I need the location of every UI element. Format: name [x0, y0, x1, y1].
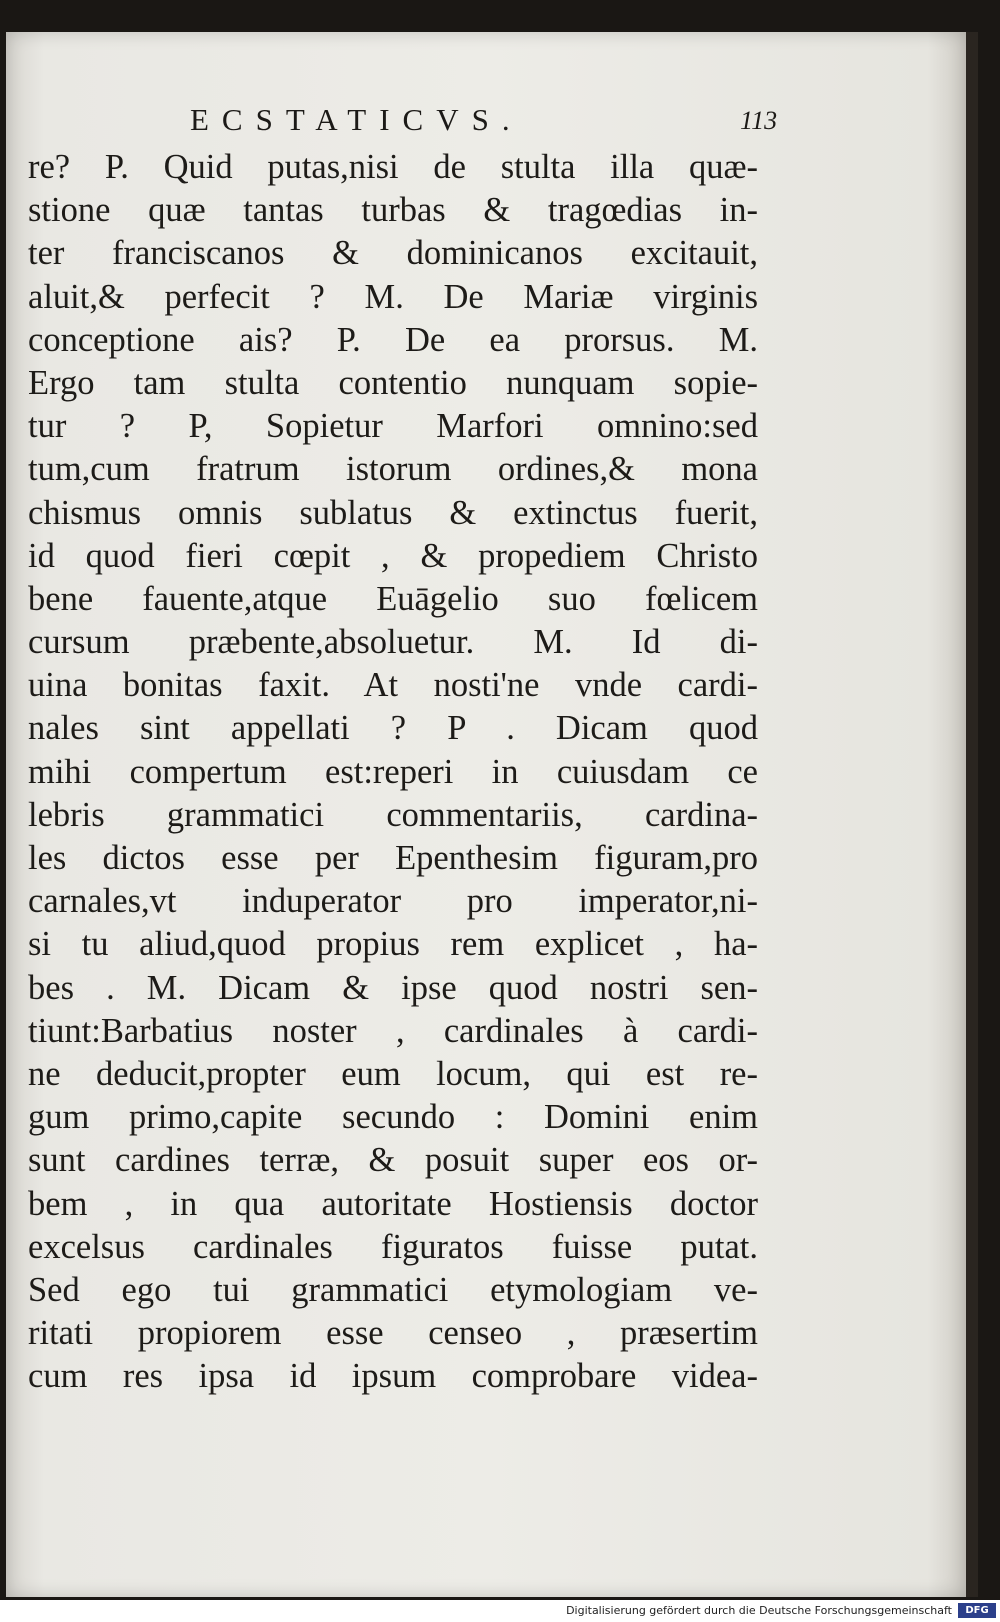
text-line: re? P. Quid putas,nisi de stulta illa quæ- [28, 148, 758, 186]
text-line: conceptione ais? P. De ea prorsus. M. [28, 320, 758, 359]
text-line: lebris grammatici commentariis, cardina- [28, 795, 758, 834]
digitization-footer [0, 1600, 1000, 1622]
text-line: ritati propiorem esse censeo , præsertim [28, 1314, 758, 1353]
page-body-text [28, 146, 758, 1398]
text-line: chismus omnis sublatus & extinctus fuerit, [28, 493, 758, 532]
text-line: sunt cardines terræ, & posuit super eos or- [28, 1141, 758, 1180]
text-line: uina bonitas faxit. At nosti'ne vnde cardi- [28, 666, 758, 705]
text-line: mihi compertum est:reperi in cuiusdam ce [28, 752, 758, 791]
text-line: cum res ipsa id ipsum comprobare videa- [28, 1357, 758, 1396]
text-line: cursum præbente,absoluetur. M. Id di- [28, 623, 758, 662]
text-line: tiunt:Barbatius noster , cardinales à cardi- [28, 1011, 758, 1050]
text-line: ne deducit,propter eum locum, qui est re- [28, 1054, 758, 1093]
text-line: id quod fieri cœpit , & propediem Christo [28, 536, 758, 575]
funding-credit: Digitalisierung gefördert durch die Deutsche Forschungsgemeinschaft [566, 1604, 952, 1617]
text-line: gum primo,capite secundo : Domini enim [28, 1098, 758, 1137]
text-line: carnales,vt induperator pro imperator,ni- [28, 882, 758, 921]
page-edge [966, 32, 978, 1597]
text-line: bem , in qua autoritate Hostiensis doctor [28, 1184, 758, 1223]
text-line: nales sint appellati ? P . Dicam quod [28, 709, 758, 748]
text-line: ter franciscanos & dominicanos excitauit, [28, 234, 758, 273]
text-line: tum,cum fratrum istorum ordines,& mona [28, 450, 758, 489]
text-line: bes . M. Dicam & ipse quod nostri sen- [28, 968, 758, 1007]
text-line: aluit,& perfecit ? M. De Mariæ virginis [28, 277, 758, 316]
page-number: 113 [740, 106, 778, 135]
text-line: Sed ego tui grammatici etymologiam ve- [28, 1270, 758, 1309]
text-line: Ergo tam stulta contentio nunquam sopie- [28, 363, 758, 402]
text-line: stione quæ tantas turbas & tragœdias in- [28, 191, 758, 230]
running-head: ECSTATICVS. [190, 102, 523, 137]
text-line: bene fauente,atque Euāgelio suo fœlicem [28, 579, 758, 618]
dfg-logo-icon: DFG [958, 1603, 996, 1618]
text-line: tur ? P, Sopietur Marfori omnino:sed [28, 407, 758, 446]
text-line: les dictos esse per Epenthesim figuram,pro [28, 839, 758, 877]
text-line: si tu aliud,quod propius rem explicet , ha- [28, 925, 758, 964]
text-line: excelsus cardinales figuratos fuisse putat. [28, 1227, 758, 1266]
